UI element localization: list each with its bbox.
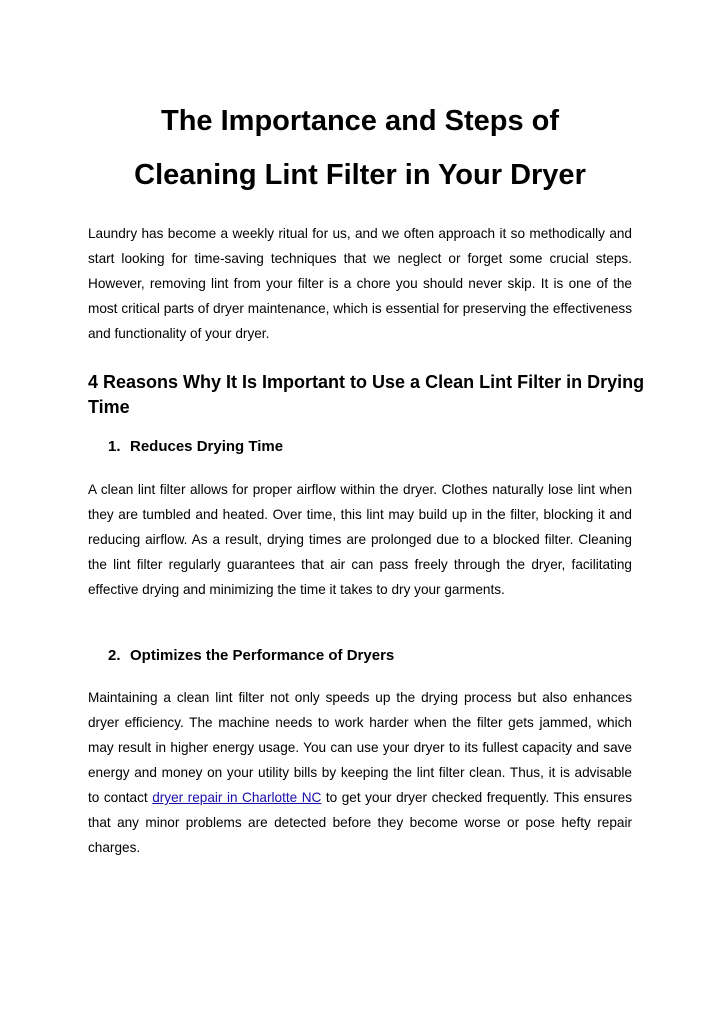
- reason-2-text-after-link: to get your dryer checked frequently. This ensures that any minor problems are detected before they become worse or pose hefty repair charges.: [88, 790, 633, 855]
- reason-2-paragraph: [88, 685, 632, 860]
- reason-2-heading: [108, 646, 394, 666]
- section-heading: 4 Reasons Why It Is Important to Use a Clean Lint Filter in Drying Time: [88, 372, 645, 417]
- page-title-line-1: The Importance and Steps of: [161, 105, 559, 137]
- reason-2-title: Optimizes the Performance of Dryers: [130, 647, 395, 664]
- reason-1-paragraph: A clean lint filter allows for proper airflow within the dryer. Clothes naturally lose lint when they are tumbled and heated. Over time, this lint may build up in the filter, blocking it and reducing airflow. As a result, drying times are prolonged due to a blocked filter. Cleaning the lint filter regularly guarantees that air can pass freely through the dryer, facilitating effective drying and minimizing the time it takes to dry your garments.: [88, 482, 632, 597]
- intro-paragraph: Laundry has become a weekly ritual for us, and we often approach it so methodically and start looking for time-saving techniques that we neglect or forget some crucial steps. However, removing lint from your filter is a chore you should never skip. It is one of the most critical parts of dryer maintenance, which is essential for preserving the effectiveness and functionality of your dryer.: [88, 226, 632, 341]
- reason-1-heading: [108, 437, 283, 457]
- reason-2-number: 2.: [108, 647, 121, 664]
- dryer-repair-link[interactable]: dryer repair in Charlotte NC: [152, 790, 322, 805]
- reason-1-title: Reduces Drying Time: [130, 438, 284, 455]
- reason-1-number: 1.: [108, 438, 121, 455]
- page-title-line-2: Cleaning Lint Filter in Your Dryer: [134, 159, 586, 191]
- reason-2-text-before-link: Maintaining a clean lint filter not only speeds up the drying process but also enhances dryer efficiency. The machine needs to work harder when the filter gets jammed, which may result in higher energy usage. You can use your dryer to its fullest capacity and save energy and money on your utility bills by keeping the lint filter clean. Thus, it is advisable to contact: [88, 690, 632, 805]
